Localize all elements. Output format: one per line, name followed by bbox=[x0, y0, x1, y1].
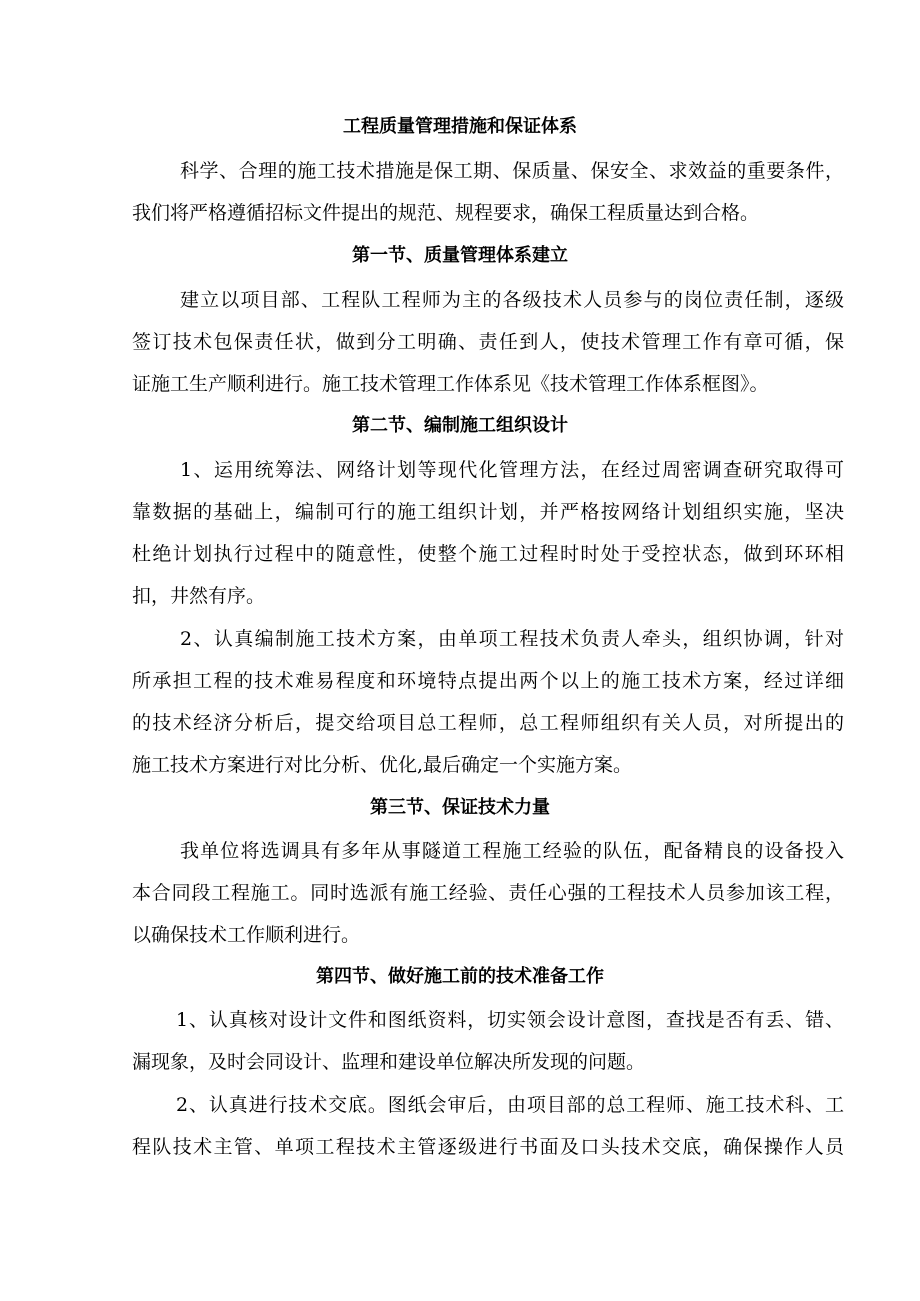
section2-heading: 第二节、编制施工组织设计 bbox=[352, 415, 568, 436]
section3-line-1: 我单位将选调具有多年从事隧道工程施工经验的队伍，配备精良的设备投入 bbox=[180, 840, 844, 862]
section4-para1-line-1: 1、认真核对设计文件和图纸资料，切实领会设计意图，查找是否有丢、错、 bbox=[176, 1009, 844, 1031]
section2-para1-line-2: 靠数据的基础上，编制可行的施工组织计划，并严格按网络计划组织实施，坚决 bbox=[132, 501, 844, 523]
section2-para2-line-1: 2、认真编制施工技术方案，由单项工程技术负责人牵头，组织协调，针对 bbox=[180, 628, 844, 650]
section1-line-3: 证施工生产顺利进行。施工技术管理工作体系见《技术管理工作体系框图》。 bbox=[132, 373, 769, 395]
section4-para2-line-1: 2、认真进行技术交底。图纸会审后，由项目部的总工程师、施工技术科、工 bbox=[176, 1094, 844, 1116]
section2-para2-line-2: 所承担工程的技术难易程度和环境特点提出两个以上的施工技术方案，经过详细 bbox=[132, 670, 844, 692]
section4-para1-line-2: 漏现象，及时会同设计、监理和建设单位解决所发现的问题。 bbox=[132, 1051, 646, 1073]
section3-line-2: 本合同段工程施工。同时选派有施工经验、责任心强的工程技术人员参加该工程， bbox=[132, 882, 844, 904]
document-title: 工程质量管理措施和保证体系 bbox=[343, 116, 577, 137]
section1-line-2: 签订技术包保责任状，做到分工明确、责任到人，使技术管理工作有章可循，保 bbox=[132, 331, 844, 353]
intro-line-2: 我们将严格遵循招标文件提出的规范、规程要求，确保工程质量达到合格。 bbox=[132, 202, 760, 224]
section2-para2-line-4: 施工技术方案进行对比分析、优化,最后确定一个实施方案。 bbox=[132, 754, 633, 776]
section4-para2-line-2: 程队技术主管、单项工程技术主管逐级进行书面及口头技术交底，确保操作人员 bbox=[132, 1136, 844, 1158]
section2-para1-line-1: 1、运用统筹法、网络计划等现代化管理方法，在经过周密调查研究取得可 bbox=[180, 459, 844, 481]
section4-heading: 第四节、做好施工前的技术准备工作 bbox=[316, 966, 604, 987]
section2-para2-line-3: 的技术经济分析后，提交给项目总工程师，总工程师组织有关人员，对所提出的 bbox=[132, 712, 844, 734]
section3-heading: 第三节、保证技术力量 bbox=[370, 797, 550, 818]
section1-line-1: 建立以项目部、工程队工程师为主的各级技术人员参与的岗位责任制，逐级 bbox=[180, 289, 844, 311]
section1-heading: 第一节、质量管理体系建立 bbox=[352, 245, 568, 266]
section2-para1-line-4: 扣，井然有序。 bbox=[132, 585, 266, 607]
section3-line-3: 以确保技术工作顺利进行。 bbox=[132, 924, 361, 946]
intro-line-1: 科学、合理的施工技术措施是保工期、保质量、保安全、求效益的重要条件， bbox=[180, 160, 844, 182]
section2-para1-line-3: 杜绝计划执行过程中的随意性，使整个施工过程时时处于受控状态，做到环环相 bbox=[132, 543, 844, 565]
